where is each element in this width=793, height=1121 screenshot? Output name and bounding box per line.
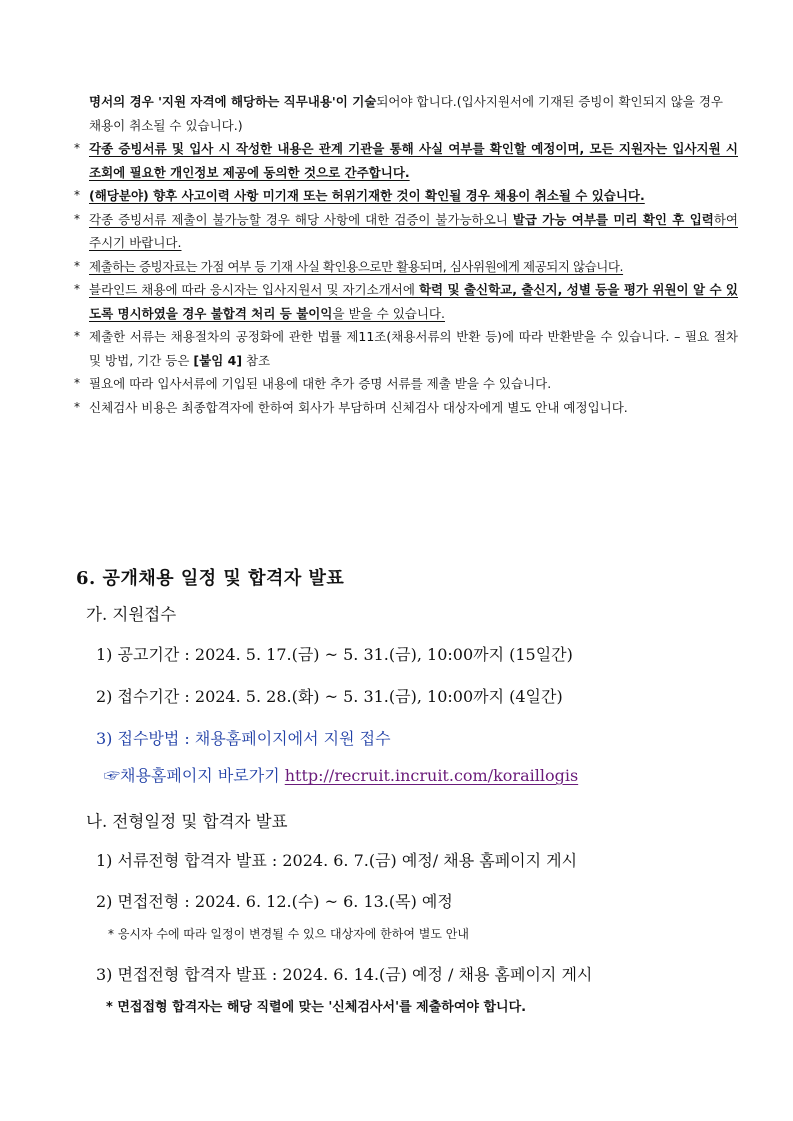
subsection-heading-screening: 나. 전형일정 및 합격자 발표	[86, 812, 288, 831]
homepage-link-line	[104, 763, 578, 786]
note-text: (해당분야) 향후 사고이력 사항 미기재 또는 허위기재한 것이 확인될 경우 채용이 취소될 수 있습니다.	[89, 188, 645, 203]
note-document-return	[74, 325, 738, 372]
note-lead-bold: 명서의 경우 '지원 자격에 해당하는 직무내용'이 기술	[89, 94, 377, 109]
note-text: 제출하는 증빙자료는 가점 여부 등 기재 사실 확인용으로만 활용되며, 심사위원에게 제공되지 않습니다.	[89, 258, 624, 274]
note-lead	[74, 90, 738, 137]
note-text: 블라인드 채용에 따라 응시자는 입사지원서 및 자기소개서에	[89, 282, 419, 297]
note-document-issuance	[74, 208, 738, 255]
note-text: 각종 증빙서류 및 입사 시 작성한 내용은 관계 기관을 통해 사실 여부를 확인할 예정이며, 모든 지원자는 입사지원 시 조회에 필요한 개인정보 제공에 동의한 것으로 간주합니다.	[89, 141, 738, 180]
note-verification	[74, 137, 738, 184]
schedule-item-receipt-method: 3) 접수방법 : 채용홈페이지에서 지원 접수	[96, 729, 391, 748]
schedule-item-notice-period: 1) 공고기간 : 2024. 5. 17.(금) ~ 5. 31.(금), 10:00까지 (15일간)	[96, 645, 573, 664]
note-bold: 학력 및 출신학교, 출신지, 성별 등을 평가 위원이 알 수 있도록 명시하였을 경우 불합격 처리 등 불이익	[89, 282, 738, 321]
bullet-star: *	[74, 188, 80, 202]
schedule-item-document-result: 1) 서류전형 합격자 발표 : 2024. 6. 7.(금) 예정/ 채용 홈페이지 게시	[96, 851, 578, 870]
medical-certificate-note: * 면접접형 합격자는 해당 직렬에 맞는 '신체검사서'를 제출하여야 합니다.	[106, 1000, 527, 1015]
link-prefix: ☞채용홈페이지 바로가기	[104, 766, 285, 785]
section-title: 6. 공개채용 일정 및 합격자 발표	[76, 568, 345, 589]
schedule-item-interview: 2) 면접전형 : 2024. 6. 12.(수) ~ 6. 13.(목) 예정	[96, 892, 453, 911]
note-evidence-usage	[74, 255, 738, 279]
bullet-star: *	[74, 399, 80, 414]
note-additional-proof	[74, 372, 738, 396]
note-text: 제출한 서류는 채용절차의 공정화에 관한 법률 제11조(채용서류의 반환 등)에 따라 반환받을 수 있습니다. – 필요 절차 및 방법, 기간 등은	[89, 329, 738, 368]
bullet-star: *	[74, 376, 80, 390]
interview-schedule-note: * 응시자 수에 따라 일정이 변경될 수 있으 대상자에 한하여 별도 안내	[108, 927, 469, 941]
schedule-item-receipt-period: 2) 접수기간 : 2024. 5. 28.(화) ~ 5. 31.(금), 10:00까지 (4일간)	[96, 687, 563, 706]
bullet-star: *	[74, 141, 80, 155]
note-text: 필요에 따라 입사서류에 기입된 내용에 대한 추가 증명 서류를 제출 받을 수 있습니다.	[89, 376, 552, 391]
note-bold: 발급 가능 여부를 미리 확인 후 입력	[512, 211, 714, 227]
note-text: 신체검사 비용은 최종합격자에 한하여 회사가 부담하며 신체검사 대상자에게 별도 안내 예정입니다.	[89, 399, 628, 415]
bullet-star: *	[74, 211, 80, 226]
bullet-star: *	[74, 258, 80, 273]
note-accident-history	[74, 184, 738, 208]
note-blind-hiring	[74, 278, 738, 325]
note-text: 각종 증빙서류 제출이 불가능할 경우 해당 사항에 대한 검증이 불가능하오니	[89, 211, 513, 227]
note-lead-text: 되어야 합니다.(입사지원서에 기재된 증빙이 확인되지 않을 경우 채용이 취소될 수 있습니다.)	[89, 94, 723, 133]
note-text-tail: 하여 주시기 바랍니다.	[89, 211, 738, 250]
note-bold: [붙임 4]	[193, 352, 243, 368]
note-text-tail: 참조	[242, 352, 271, 368]
notes-list	[74, 90, 738, 419]
schedule-item-interview-result: 3) 면접전형 합격자 발표 : 2024. 6. 14.(금) 예정 / 채용 홈페이지 게시	[96, 965, 593, 984]
subsection-heading-application: 가. 지원접수	[86, 605, 177, 624]
note-text-tail: 을 받을 수 있습니다.	[332, 305, 445, 321]
bullet-star: *	[74, 282, 80, 296]
bullet-star: *	[74, 329, 80, 343]
recruit-homepage-link[interactable]: http://recruit.incruit.com/koraillogis	[284, 766, 579, 785]
note-medical-exam	[74, 396, 738, 420]
